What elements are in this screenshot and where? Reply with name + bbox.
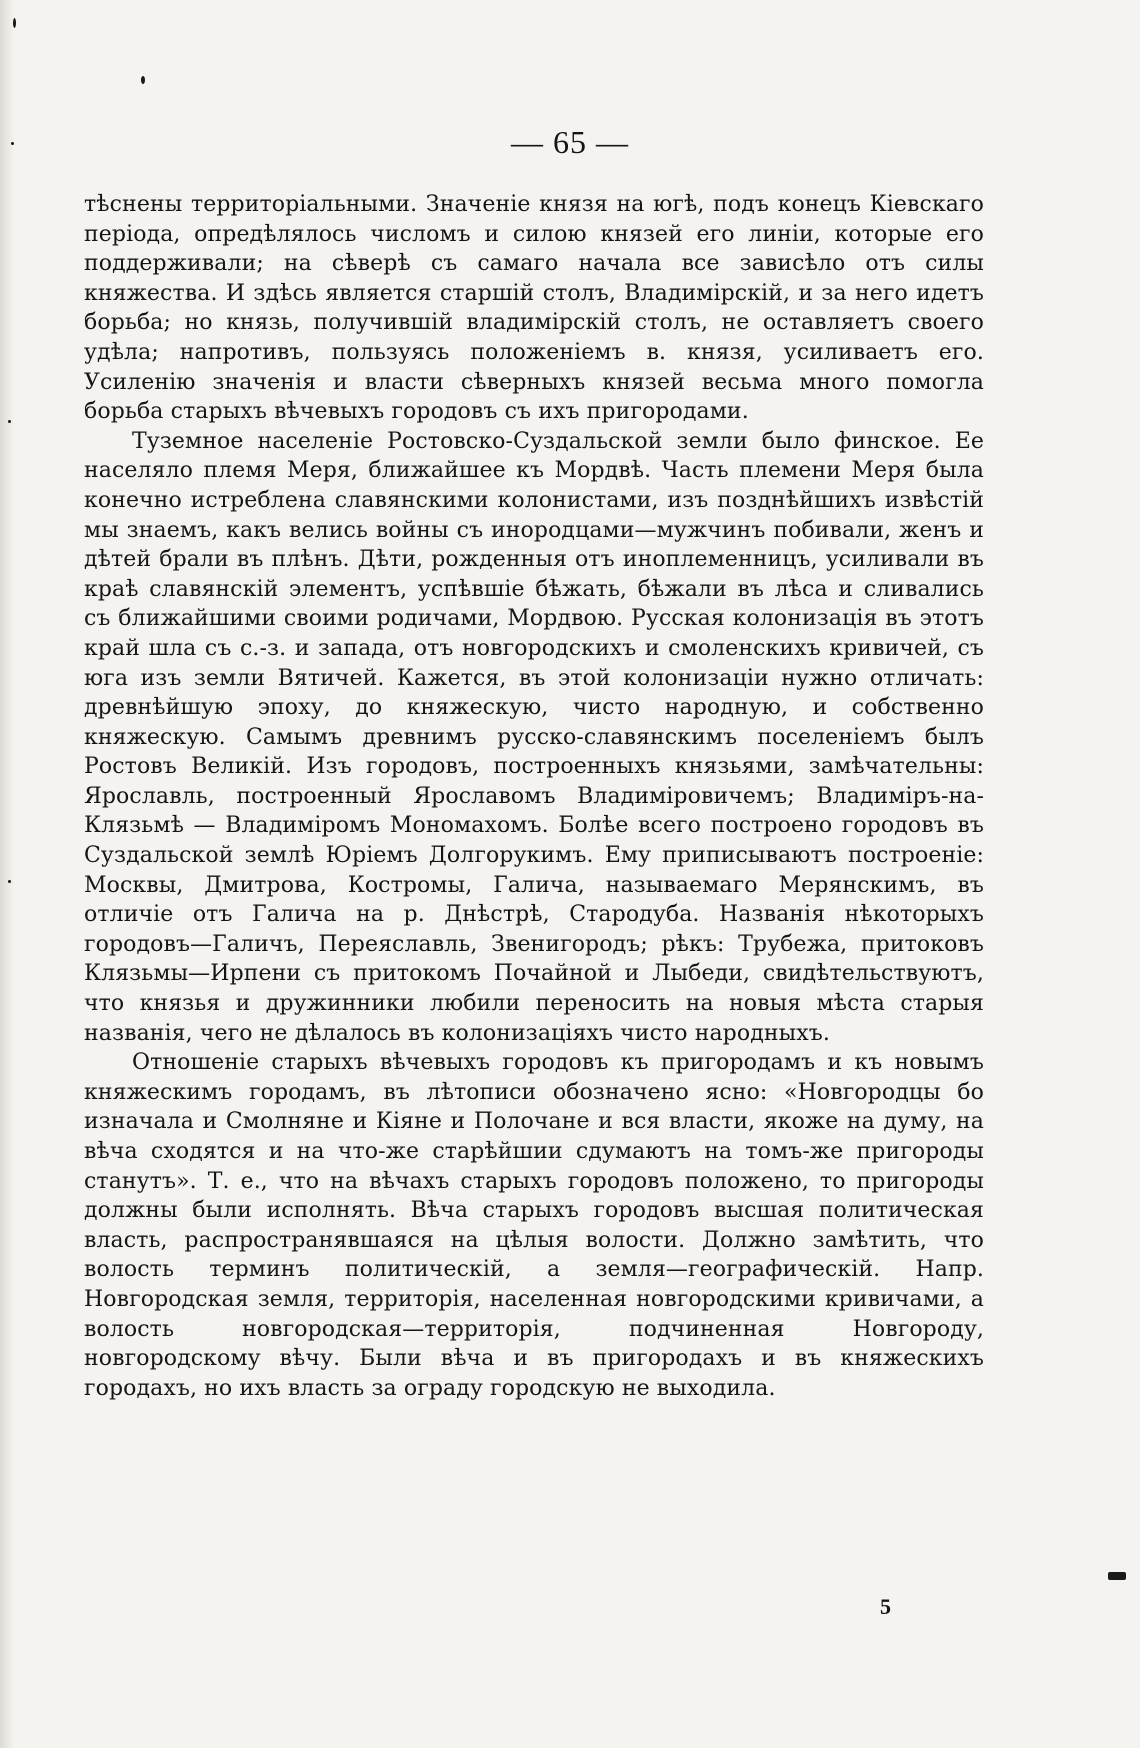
paragraph: Туземное населеніе Ростовско-Суздальской земли было финское. Ее населяло племя Меря, ближайшее къ Мордвѣ. Часть племени Меря была конечно истреблена славянскими колонистами, изъ позднѣйшихъ извѣстій мы знаемъ, какъ велись войны съ инородцами—мужчинъ побивали, женъ и дѣтей брали въ плѣнъ. Дѣти, рожденныя отъ иноплеменницъ, усиливали въ краѣ славянскій элементъ, успѣвшіе бѣжать, бѣжали въ лѣса и сливались съ ближайшими своими родичами, Мордвою. Русская колонизація въ этотъ край шла съ с.-з. и запада, отъ новгородскихъ и смоленскихъ кривичей, съ юга изъ земли Вятичей. Кажется, въ этой колонизаціи нужно отличать: древнѣйшую эпоху, до княжескую, чисто народную, и собственно княжескую. Самымъ древнимъ русско-славянскимъ поселеніемъ былъ Ростовъ Великій. Изъ городовъ, построенныхъ князьями, замѣчательны: Ярославль, построенный Ярославомъ Владиміровичемъ; Владиміръ-на-Клязьмѣ — Владиміромъ Мономахомъ. Болѣе всего построено городовъ въ Суздальской землѣ Юріемъ Долгорукимъ. Ему приписываютъ построеніе: Москвы, Дмитрова, Костромы, Галича, называемаго Мерянскимъ, въ отличіе отъ Галича на р. Днѣстрѣ, Стародуба. Названія нѣкоторыхъ городовъ—Галичъ, Переяславль, Звенигородъ; рѣкъ: Трубежа, притоковъ Клязьмы—Ирпени съ притокомъ Почайной и Лыбеди, свидѣтельствуютъ, что князья и дружинники любили переносить на новыя мѣста старыя названія, чего не дѣлалось въ колонизаціяхъ чисто народныхъ. (84, 428, 984, 1046)
scan-speck (1108, 1572, 1126, 1580)
body-text (84, 190, 984, 1403)
page-number: — 65 — (511, 124, 629, 160)
scan-speck (8, 420, 11, 423)
paragraph: Отношеніе старыхъ вѣчевыхъ городовъ къ пригородамъ и къ новымъ княжескимъ городамъ, въ лѣтописи обозначено ясно: «Новгородцы бо изначала и Смолняне и Кіяне и Полочане и вся власти, якоже на думу, на вѣча сходятся и на что-же старѣйшии сдумаютъ на томъ-же пригороды станутъ». Т. е., что на вѣчахъ старыхъ городовъ положено, то пригороды должны были исполнять. Вѣча старыхъ городовъ высшая политическая власть, распространявшаяся на цѣлыя волости. Должно замѣтить, что волость терминъ политическій, а земля—географическій. Напр. Новгородская земля, территорія, населенная новгородскими кривичами, а волость новгородская—территорія, подчиненная Новгороду, новгородскому вѣчу. Были вѣча и въ пригородахъ и въ княжескихъ городахъ, но ихъ власть за ограду городскую не выходила. (84, 1050, 984, 1401)
scan-speck (13, 18, 16, 28)
scan-speck (8, 880, 11, 883)
paragraph: тѣснены территоріальными. Значеніе князя на югѣ, подъ конецъ Кіевскаго періода, опредѣлялось числомъ и силою князей его линіи, которые его поддерживали; на сѣверѣ съ самаго начала все зависѣло отъ силы княжества. И здѣсь является старшій столъ, Владимірскій, и за него идетъ борьба; но князь, получившій владимірскій столъ, не оставляетъ своего удѣла; напротивъ, пользуясь положеніемъ в. князя, усиливаетъ его. Усиленію значенія и власти сѣверныхъ князей весьма много помогла борьба старыхъ вѣчевыхъ городовъ съ ихъ пригородами. (84, 192, 984, 425)
scan-speck (141, 76, 145, 84)
scan-edge-shadow (0, 0, 14, 1748)
signature-mark: 5 (880, 1594, 891, 1619)
